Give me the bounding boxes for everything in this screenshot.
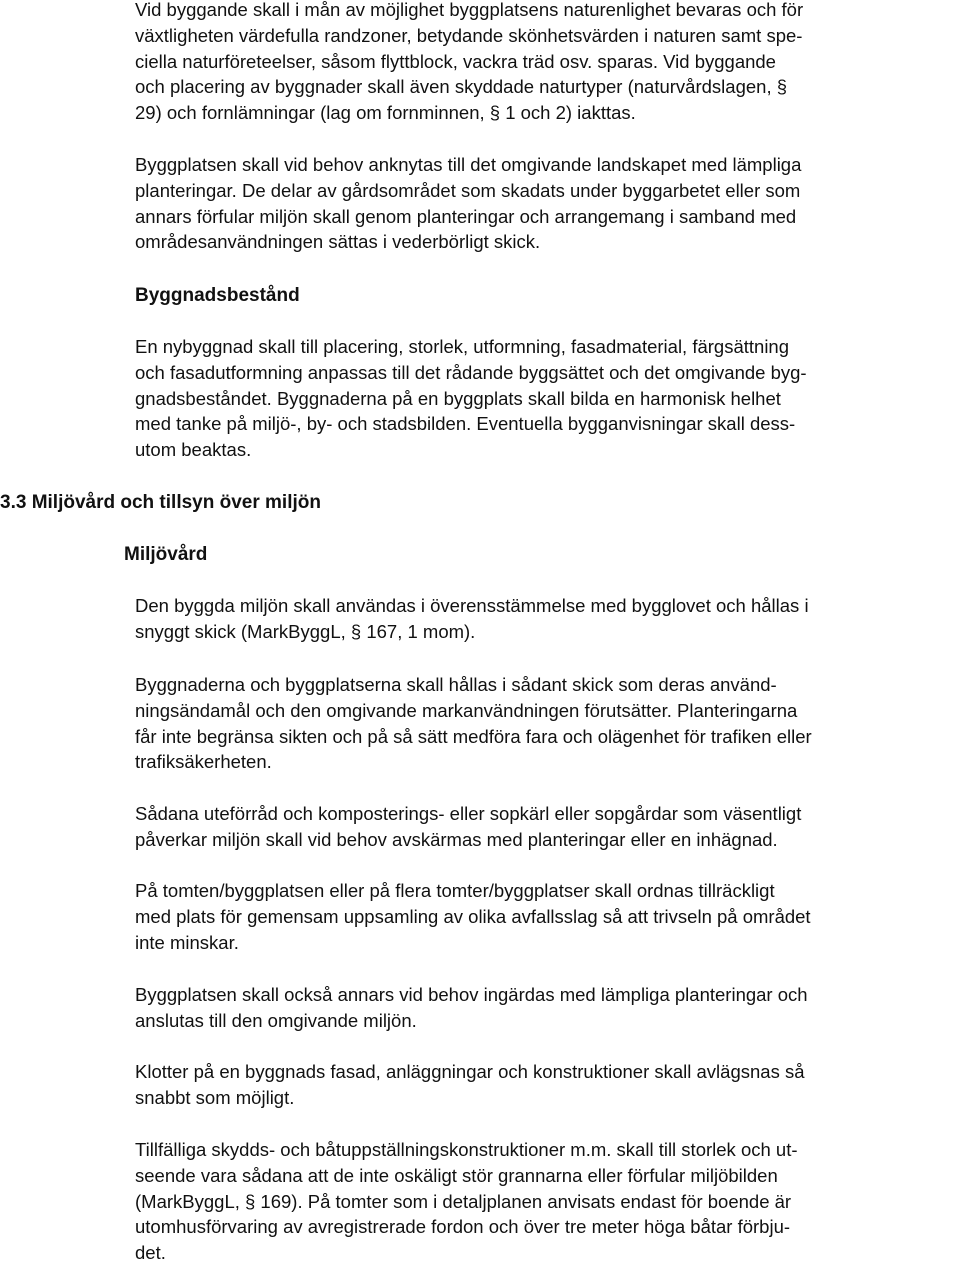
text-line: anslutas till den omgivande miljön. xyxy=(135,1009,417,1031)
text-line: Tillfälliga skydds- och båtuppställningskonstruktioner m.m. skall till storlek och ut- xyxy=(135,1139,798,1160)
text-line: områdesanvändningen sättas i vederbörligt skick. xyxy=(135,231,541,253)
text-line: med plats för gemensam uppsamling av olika avfallsslag så att trivseln på området xyxy=(135,905,811,927)
text-line: det. xyxy=(135,1242,166,1264)
heading-miljovard: Miljövård xyxy=(124,544,208,565)
paragraph-maintenance xyxy=(135,672,955,775)
text-line: och placering av byggnader skall även skyddade naturtyper (naturvårdslagen, § xyxy=(135,76,788,98)
text-line: annars förfular miljön skall genom planteringar och arrangemang i samband med xyxy=(135,205,797,227)
text-line: 29) och fornlämningar (lag om fornminnen, § 1 och 2) iakttas. xyxy=(135,102,636,124)
paragraph-temporary-structures xyxy=(135,1137,955,1266)
text-line: påverkar miljön skall vid behov avskärmas med planteringar eller en inhägnad. xyxy=(135,828,778,850)
text-line: Byggplatsen skall också annars vid behov ingärdas med lämpliga planteringar och xyxy=(135,984,808,1005)
paragraph-built-environment xyxy=(135,593,955,645)
text-line: På tomten/byggplatsen eller på flera tomter/byggplatser skall ordnas tillräckligt xyxy=(135,880,775,901)
text-line: seende vara sådana att de inte oskäligt stör grannarna eller förfular miljöbilden xyxy=(135,1164,778,1186)
text-line: och fasadutformning anpassas till det rådande byggsättet och det omgivande byg- xyxy=(135,361,807,383)
text-line: växtligheten värdefulla randzoner, betydande skönhetsvärden i naturen samt spe- xyxy=(135,24,803,46)
text-line: gnadsbeståndet. Byggnaderna på en byggplats skall bilda en harmonisk helhet xyxy=(135,387,781,409)
text-line: Vid byggande skall i mån av möjlighet byggplatsens naturenlighet bevaras och för xyxy=(135,0,804,20)
text-line: utomhusförvaring av avregistrerade fordon och över tre meter höga båtar förbju- xyxy=(135,1216,791,1238)
paragraph-waste-collection xyxy=(135,878,955,955)
text-line: inte minskar. xyxy=(135,931,239,953)
heading-byggnadsbestand: Byggnadsbestånd xyxy=(135,285,300,306)
text-line: En nybyggnad skall till placering, storlek, utformning, fasadmaterial, färgsättning xyxy=(135,336,790,357)
text-line: Den byggda miljön skall användas i överensstämmelse med bygglovet och hållas i xyxy=(135,595,809,616)
paragraph-fencing xyxy=(135,982,955,1034)
paragraph-new-building xyxy=(135,334,955,463)
section-heading-3-3: 3.3 Miljövård och tillsyn över miljön xyxy=(0,492,321,513)
text-line: ningsändamål och den omgivande markanvändningen förutsätter. Planteringarna xyxy=(135,699,798,721)
text-line: snyggt skick (MarkByggL, § 167, 1 mom). xyxy=(135,620,476,642)
paragraph-graffiti xyxy=(135,1059,955,1111)
text-line: snabbt som möjligt. xyxy=(135,1086,295,1108)
text-line: Sådana uteförråd och komposterings- eller sopkärl eller sopgårdar som väsentligt xyxy=(135,803,802,824)
text-line: utom beaktas. xyxy=(135,439,252,461)
text-line: får inte begränsa sikten och på så sätt medföra fara och olägenhet för trafiken eller xyxy=(135,725,812,747)
text-line: ciella naturföreteelser, såsom flyttblock, vackra träd osv. sparas. Vid byggande xyxy=(135,50,776,72)
text-line: med tanke på miljö-, by- och stadsbilden. Eventuella bygganvisningar skall dess- xyxy=(135,413,796,435)
text-line: (MarkByggL, § 169). På tomter som i detaljplanen anvisats endast för boende är xyxy=(135,1190,792,1212)
paragraph-landscape-planting xyxy=(135,152,955,255)
paragraph-natural-surroundings xyxy=(135,0,955,126)
text-line: trafiksäkerheten. xyxy=(135,751,272,773)
text-line: Klotter på en byggnads fasad, anläggningar och konstruktioner skall avlägsnas så xyxy=(135,1061,805,1082)
text-line: Byggnaderna och byggplatserna skall hållas i sådant skick som deras använd- xyxy=(135,674,777,695)
text-line: Byggplatsen skall vid behov anknytas till det omgivande landskapet med lämpliga xyxy=(135,154,802,175)
paragraph-storage-screening xyxy=(135,801,955,853)
text-line: planteringar. De delar av gårdsområdet som skadats under byggarbetet eller som xyxy=(135,179,801,201)
